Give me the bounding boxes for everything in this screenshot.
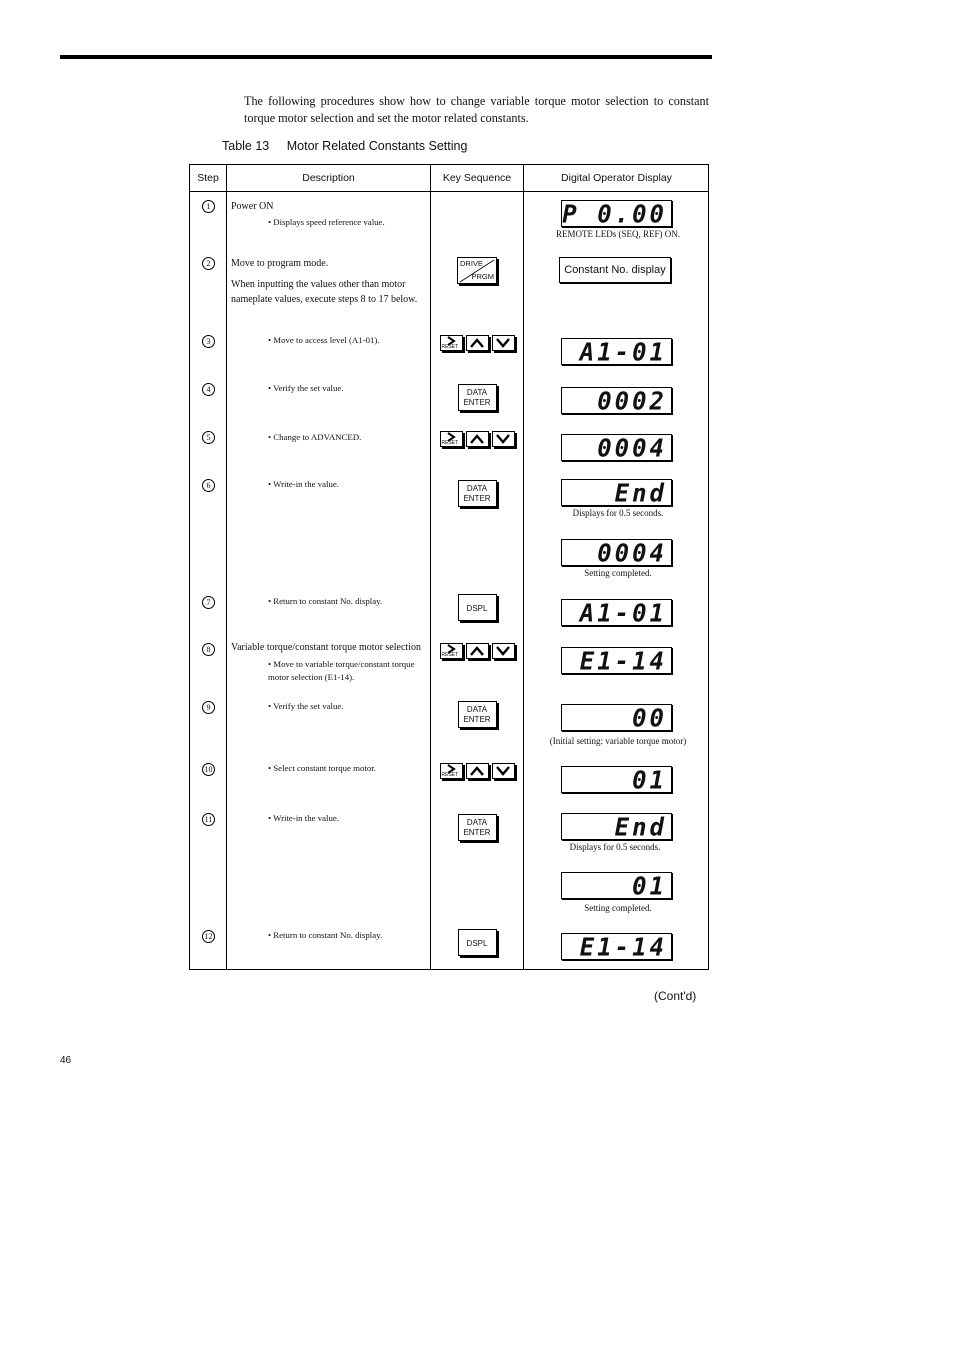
step-bullet: • Displays speed reference value. [268,217,385,227]
data-enter-key[interactable] [458,814,497,841]
step-number: 5 [202,431,215,444]
operator-display-2 [561,539,672,566]
dspl-key[interactable]: DSPL [458,594,497,621]
drive-prgm-key[interactable] [457,257,497,284]
shift-reset-key[interactable] [440,763,463,779]
display-value: 0002 [597,386,667,416]
step-bullet: • Verify the set value. [268,701,344,711]
enter-label: ENTER [463,828,491,837]
step-bullet: • Move to access level (A1-01). [268,335,380,345]
data-enter-key[interactable] [458,701,497,728]
operator-display [561,933,672,960]
table-title: Motor Related Constants Setting [286,139,468,153]
constant-no-display: Constant No. display [559,257,671,283]
procedure-table [189,164,709,970]
display-note: Displays for 0.5 seconds. [572,508,664,518]
display-note: REMOTE LEDs (SEQ, REF) ON. [556,229,680,239]
down-key[interactable] [492,763,515,779]
display-value: 0004 [597,433,667,463]
header-key-sequence: Key Sequence [442,172,512,184]
operator-display [561,387,672,414]
data-enter-key[interactable] [458,480,497,507]
step-number: 9 [202,701,215,714]
step-number: 10 [202,763,215,776]
step-number: 3 [202,335,215,348]
step-text: Power ON [231,201,274,212]
header-description: Description [302,172,355,184]
display-value: P 0.00 [562,199,667,229]
up-key[interactable] [466,643,489,659]
shift-reset-key[interactable] [440,335,463,351]
up-key[interactable] [466,335,489,351]
top-rule [60,55,712,59]
reset-label: RESET [441,772,459,778]
up-key[interactable] [466,431,489,447]
operator-display [561,766,672,793]
prgm-label: PRGM [471,272,494,281]
operator-display [561,704,672,731]
down-key[interactable] [492,335,515,351]
header-step: Step [197,172,219,184]
display-note: (Initial setting: variable torque motor) [549,736,687,746]
display-value-2: 0004 [597,538,667,568]
step-number: 11 [202,813,215,826]
step-number: 12 [202,930,215,943]
table-caption [222,139,481,153]
display-note-2: Setting completed. [584,568,652,578]
header-display: Digital Operator Display [561,172,672,184]
display-value: 01 [632,765,667,795]
display-value: E1-14 [579,646,667,676]
display-value-2: 01 [632,871,667,901]
up-key[interactable] [466,763,489,779]
enter-label: ENTER [463,715,491,724]
display-value: End [614,478,667,508]
step-bullet: • Return to constant No. display. [268,596,383,606]
reset-label: RESET [441,440,459,446]
operator-display [561,479,672,506]
reset-label: RESET [441,344,459,350]
step-text: Move to program mode. [231,258,329,269]
step-bullet: • Write-in the value. [268,479,339,489]
step-bullet: • Write-in the value. [268,813,339,823]
display-value: A1-01 [579,598,667,628]
down-key[interactable] [492,431,515,447]
step-number: 7 [202,596,215,609]
display-value: A1-01 [579,337,667,367]
data-label: DATA [466,705,488,714]
step-bullet: • Select constant torque motor. [268,763,376,773]
step-number: 6 [202,479,215,492]
data-label: DATA [466,818,488,827]
operator-display [561,338,672,365]
drive-label: DRIVE [460,259,483,268]
operator-display-2 [561,872,672,899]
reset-label: RESET [441,652,459,658]
data-label: DATA [466,484,488,493]
intro-paragraph: The following procedures show how to change variable torque motor selection to constant torque motor selection and set the motor related constants. [244,94,709,125]
data-enter-key[interactable] [458,384,497,411]
step-bullet: • Verify the set value. [268,383,344,393]
enter-label: ENTER [463,398,491,407]
shift-reset-key[interactable] [440,643,463,659]
dspl-key[interactable]: DSPL [458,929,497,956]
step-bullet: • Move to variable torque/constant torque motor selection (E1-14). [268,659,415,682]
operator-display [561,647,672,674]
enter-label: ENTER [463,494,491,503]
data-label: DATA [466,388,488,397]
step-text-2: When inputting the values other than motor nameplate values, execute steps 8 to 17 below. [231,279,418,305]
step-bullet: • Return to constant No. display. [268,930,383,940]
shift-reset-key[interactable] [440,431,463,447]
operator-display [561,599,672,626]
display-value: E1-14 [579,932,667,962]
operator-display [561,813,672,840]
step-number: 2 [202,257,215,270]
operator-display [561,200,672,227]
step-number: 1 [202,200,215,213]
step-bullet: • Change to ADVANCED. [268,432,362,442]
display-note-2: Setting completed. [584,903,652,913]
step-number: 4 [202,383,215,396]
display-value: End [614,812,667,842]
display-value: 00 [632,703,667,733]
down-key[interactable] [492,643,515,659]
page-number: 46 [60,1055,72,1066]
step-number: 8 [202,643,215,656]
step-text: Variable torque/constant torque motor selection [231,642,421,653]
operator-display [561,434,672,461]
table-number: Table 13 [222,139,270,153]
continued-label: (Cont'd) [654,989,697,1003]
display-note: Displays for 0.5 seconds. [569,842,661,852]
